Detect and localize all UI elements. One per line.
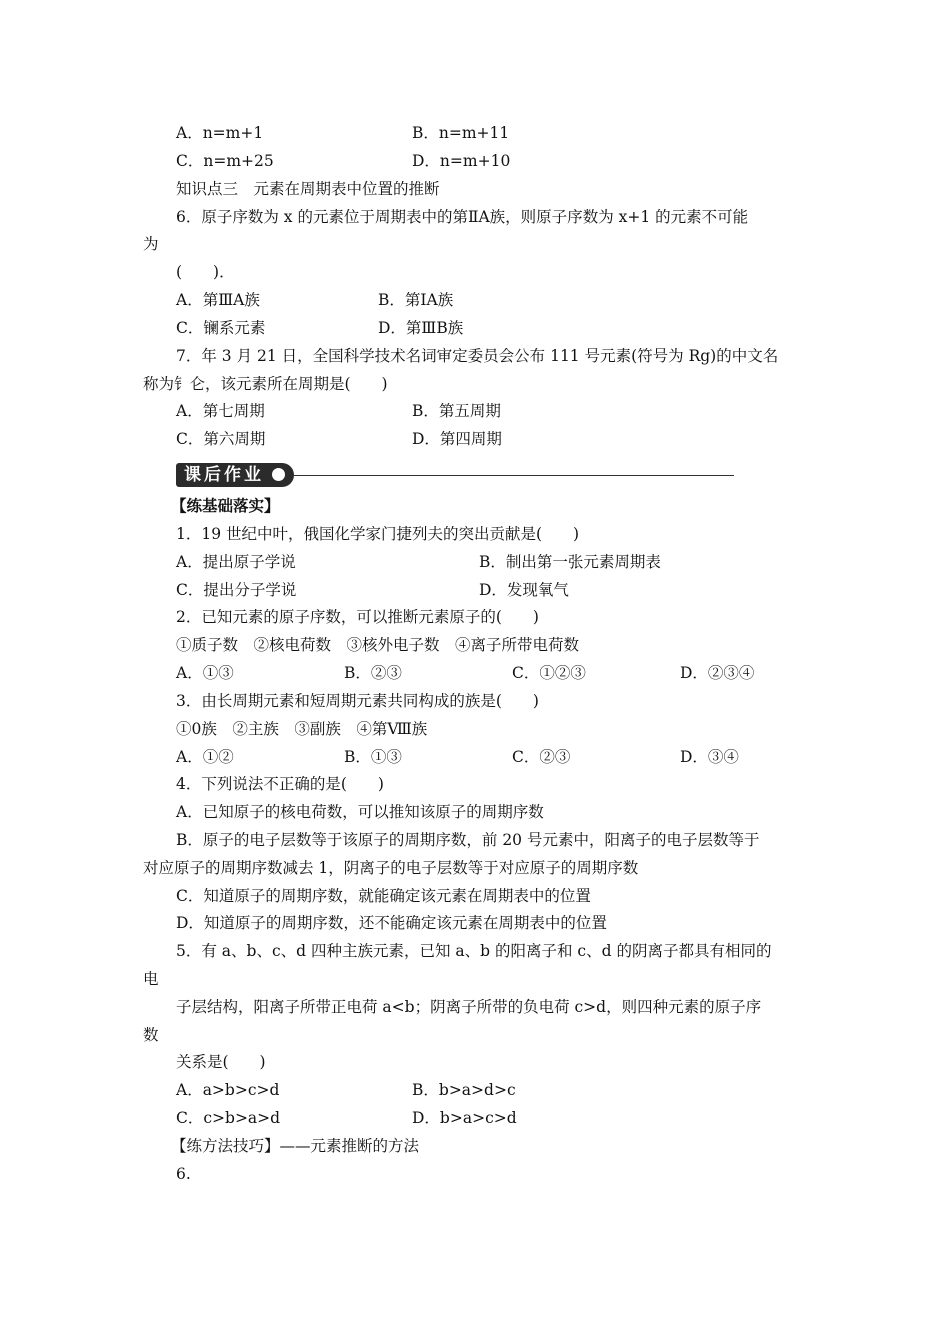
hw3-option-d: D．③④ [680,748,739,766]
section-method-practice: 【练方法技巧】——元素推断的方法 [171,1137,420,1155]
q6-stem-line-2: 为 [143,235,159,253]
hw4-option-a: A．已知原子的核电荷数，可以推知该原子的周期序数 [176,803,544,821]
hw1-option-b: B．制出第一张元素周期表 [479,553,661,571]
hw2-option-b: B．②③ [344,664,402,682]
q7-stem-line-2: 称为钅仑，该元素所在周期是( ) [143,375,388,393]
q6-stem-line-1: 6．原子序数为 x 的元素位于周期表中的第ⅡA族，则原子序数为 x+1 的元素不可能 [176,208,749,226]
q7-option-a: A．第七周期 [176,402,265,420]
hw5-stem-line-3: 子层结构，阳离子所带正电荷 a<b；阴离子所带的负电荷 c>d，则四种元素的原子序 [176,998,762,1016]
hw2-option-c: C．①②③ [512,664,586,682]
hw5-option-d: D．b>a>c>d [412,1109,517,1127]
q6-stem-line-3: ( )． [176,263,235,281]
hw3-stem: 3．由长周期元素和短周期元素共同构成的族是( ) [176,692,539,710]
hw3-option-b: B．①③ [344,748,402,766]
hw2-option-a: A．①③ [176,664,234,682]
hw1-option-d: D．发现氧气 [479,581,569,599]
bullet-dot-icon [272,468,285,481]
hw4-option-b-line-2: 对应原子的周期序数减去 1，阴离子的电子层数等于对应原子的周期序数 [143,859,639,877]
hw4-stem: 4．下列说法不正确的是( ) [176,775,384,793]
q5-option-d: D．n=m+10 [412,152,511,170]
hw4-option-b-line-1: B．原子的电子层数等于该原子的周期序数，前 20 号元素中，阳离子的电子层数等于 [176,831,760,849]
hw5-stem-line-2: 电 [143,970,159,988]
hw2-stem: 2．已知元素的原子序数，可以推断元素原子的( ) [176,608,539,626]
hw3-option-c: C．②③ [512,748,571,766]
hw1-option-c: C．提出分子学说 [176,581,297,599]
hw3-option-a: A．①② [176,748,234,766]
knowledge-point-3-heading: 知识点三 元素在周期表中位置的推断 [176,180,440,198]
q6-option-d: D．第ⅢB族 [378,319,464,337]
banner-tag [176,463,294,487]
hw4-option-c: C．知道原子的周期序数，就能确定该元素在周期表中的位置 [176,887,591,905]
q6-option-a: A．第ⅢA族 [176,291,260,309]
q7-option-c: C．第六周期 [176,430,266,448]
hw5-stem-line-1: 5．有 a、b、c、d 四种主族元素，已知 a、b 的阳离子和 c、d 的阴离子都具有相同的 [176,942,772,960]
banner-rule [294,475,734,476]
q6-option-c: C．镧系元素 [176,319,266,337]
hw1-stem: 1．19 世纪中叶，俄国化学家门捷列夫的突出贡献是( ) [176,525,580,543]
hw5-option-a: A．a>b>c>d [176,1081,280,1099]
q5-option-b: B．n=m+11 [412,124,510,142]
hw1-option-a: A．提出原子学说 [176,553,296,571]
q6-option-b: B．第ⅠA族 [378,291,454,309]
q7-option-d: D．第四周期 [412,430,502,448]
section-basic-practice: 【练基础落实】 [171,496,280,515]
q7-option-b: B．第五周期 [412,402,501,420]
hw2-choices: ①质子数 ②核电荷数 ③核外电子数 ④离子所带电荷数 [176,636,580,654]
hw4-option-d: D．知道原子的周期序数，还不能确定该元素在周期表中的位置 [176,914,607,932]
hw3-choices: ①0族 ②主族 ③副族 ④第Ⅷ族 [176,720,428,738]
hw2-option-d: D．②③④ [680,664,755,682]
hw5-stem-line-5: 关系是( ) [176,1053,266,1071]
hw6-stem: 6. [176,1165,191,1183]
banner-title: 课后作业 [184,465,264,485]
hw5-option-b: B．b>a>d>c [412,1081,516,1099]
hw5-option-c: C．c>b>a>d [176,1109,281,1127]
q5-option-c: C．n=m+25 [176,152,274,170]
hw5-stem-line-4: 数 [143,1026,159,1044]
q5-option-a: A．n=m+1 [176,124,264,142]
q7-stem-line-1: 7．年 3 月 21 日，全国科学技术名词审定委员会公布 111 号元素(符号为 Rg)的中文名 [176,347,779,365]
